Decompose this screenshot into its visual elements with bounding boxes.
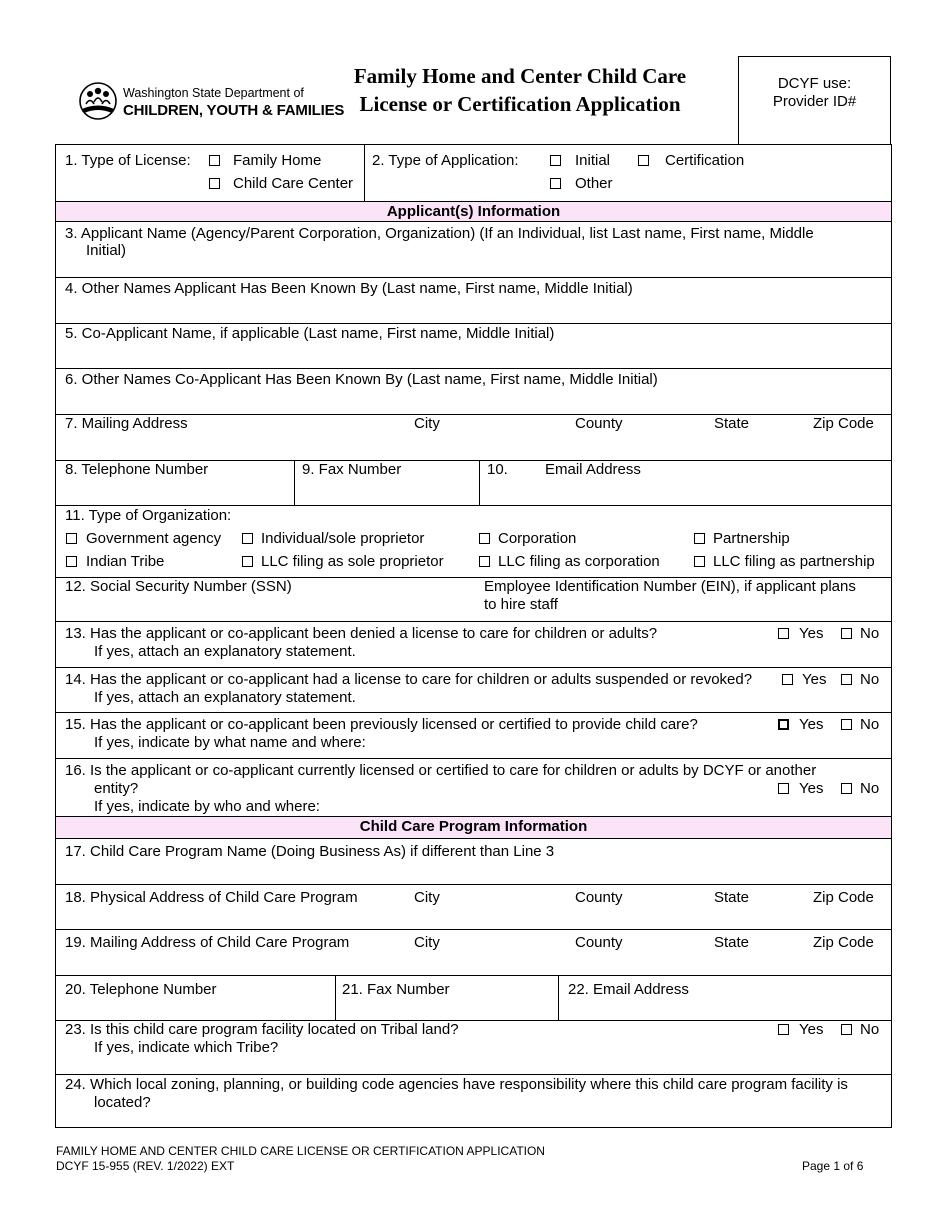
yes-label: Yes bbox=[799, 716, 824, 733]
other-label: Other bbox=[575, 175, 613, 192]
county-label: County bbox=[575, 934, 623, 951]
zoning-agencies-question: 24. Which local zoning, planning, or building code agencies have responsibility where this child care program facility is bbox=[65, 1076, 848, 1093]
child-care-center-checkbox[interactable] bbox=[209, 178, 220, 189]
other-names-applicant-field[interactable] bbox=[56, 278, 891, 324]
zip-code-label: Zip Code bbox=[813, 415, 874, 432]
logo-line1: Washington State Department of bbox=[123, 86, 304, 100]
tribal-land-row bbox=[56, 1021, 891, 1075]
divider bbox=[335, 976, 336, 1020]
zip-code-label: Zip Code bbox=[813, 934, 874, 951]
program-email-label[interactable]: 22. Email Address bbox=[568, 981, 689, 998]
physical-address-field[interactable] bbox=[56, 885, 891, 930]
program-info-header: Child Care Program Information bbox=[56, 817, 891, 839]
llc-partnership-checkbox[interactable] bbox=[694, 556, 705, 567]
child-care-center-label: Child Care Center bbox=[233, 175, 354, 192]
license-application-type-row bbox=[56, 145, 891, 202]
program-mailing-address-field[interactable] bbox=[56, 930, 891, 976]
tribal-land-question: 23. Is this child care program facility located on Tribal land? bbox=[65, 1021, 459, 1038]
previously-licensed-question: 15. Has the applicant or co-applicant been previously licensed or certified to provide child care? bbox=[65, 716, 698, 733]
dcyf-use-label: DCYF use: bbox=[777, 75, 852, 92]
certification-checkbox[interactable] bbox=[638, 155, 649, 166]
denied-license-row bbox=[56, 622, 891, 668]
application-form bbox=[55, 144, 892, 1128]
tribal-land-note: If yes, indicate which Tribe? bbox=[94, 1039, 279, 1056]
denied-no-checkbox[interactable] bbox=[841, 628, 852, 639]
currently-licensed-question-cont: entity? bbox=[94, 780, 139, 797]
denied-license-note: If yes, attach an explanatory statement. bbox=[94, 643, 356, 660]
dcyf-use-box[interactable] bbox=[738, 56, 891, 144]
tribal-yes-checkbox[interactable] bbox=[778, 1024, 789, 1035]
organization-type-label: 11. Type of Organization: bbox=[65, 507, 232, 524]
denied-license-question: 13. Has the applicant or co-applicant been denied a license to care for children or adults? bbox=[65, 625, 658, 642]
divider bbox=[479, 461, 480, 505]
applicant-name-label-cont: Initial) bbox=[86, 242, 127, 259]
physical-address-label: 18. Physical Address of Child Care Program bbox=[65, 889, 358, 906]
indian-tribe-label: Indian Tribe bbox=[86, 553, 165, 570]
city-label: City bbox=[414, 889, 440, 906]
email-number: 10. bbox=[487, 461, 508, 478]
program-telephone-label[interactable]: 20. Telephone Number bbox=[65, 981, 217, 998]
mailing-address-field[interactable] bbox=[56, 415, 891, 461]
provider-id-label: Provider ID# bbox=[772, 93, 857, 110]
suspended-no-checkbox[interactable] bbox=[841, 674, 852, 685]
other-names-co-applicant-label: 6. Other Names Co-Applicant Has Been Known By (Last name, First name, Middle Initial) bbox=[65, 371, 658, 388]
suspended-yes-checkbox[interactable] bbox=[782, 674, 793, 685]
state-label: State bbox=[714, 934, 750, 951]
divider bbox=[558, 976, 559, 1020]
footer bbox=[56, 1144, 545, 1174]
suspended-license-note: If yes, attach an explanatory statement. bbox=[94, 689, 356, 706]
organization-type-row bbox=[56, 506, 891, 578]
llc-corporation-checkbox[interactable] bbox=[479, 556, 490, 567]
tribal-no-checkbox[interactable] bbox=[841, 1024, 852, 1035]
corporation-checkbox[interactable] bbox=[479, 533, 490, 544]
other-checkbox[interactable] bbox=[550, 178, 561, 189]
previously-yes-checkbox[interactable] bbox=[778, 719, 789, 730]
program-mailing-address-label: 19. Mailing Address of Child Care Program bbox=[65, 934, 350, 951]
applicant-name-label: 3. Applicant Name (Agency/Parent Corporation, Organization) (If an Individual, list Last name, First name, Middle bbox=[65, 225, 814, 242]
page-number: Page 1 of 6 bbox=[802, 1159, 864, 1173]
currently-licensed-row bbox=[56, 759, 891, 817]
no-label: No bbox=[860, 1021, 880, 1038]
city-label: City bbox=[414, 415, 440, 432]
yes-label: Yes bbox=[799, 780, 824, 797]
partnership-checkbox[interactable] bbox=[694, 533, 705, 544]
county-label: County bbox=[575, 889, 623, 906]
applicant-info-header: Applicant(s) Information bbox=[56, 202, 891, 222]
suspended-license-question: 14. Has the applicant or co-applicant had a license to care for children or adults suspended or revoked? bbox=[65, 671, 753, 688]
title-line1: Family Home and Center Child Care bbox=[353, 64, 687, 88]
form-title bbox=[335, 62, 705, 118]
telephone-label[interactable]: 8. Telephone Number bbox=[65, 461, 209, 478]
yes-label: Yes bbox=[799, 1021, 824, 1038]
no-label: No bbox=[860, 780, 880, 797]
no-label: No bbox=[860, 716, 880, 733]
llc-sole-proprietor-label: LLC filing as sole proprietor bbox=[261, 553, 444, 570]
suspended-license-row bbox=[56, 668, 891, 713]
partnership-label: Partnership bbox=[713, 530, 790, 547]
initial-label: Initial bbox=[575, 152, 611, 169]
individual-proprietor-label: Individual/sole proprietor bbox=[261, 530, 425, 547]
program-fax-label[interactable]: 21. Fax Number bbox=[342, 981, 450, 998]
currently-licensed-question: 16. Is the applicant or co-applicant currently licensed or certified to care for children or adults by DCYF or another bbox=[65, 762, 817, 779]
individual-proprietor-checkbox[interactable] bbox=[242, 533, 253, 544]
llc-corporation-label: LLC filing as corporation bbox=[498, 553, 660, 570]
no-label: No bbox=[860, 625, 880, 642]
state-label: State bbox=[714, 415, 750, 432]
divider bbox=[294, 461, 295, 505]
ein-label: Employee Identification Number (EIN), if applicant plans bbox=[484, 578, 856, 595]
logo-line2: CHILDREN, YOUTH & FAMILIES bbox=[123, 102, 345, 119]
ein-label-cont: to hire staff bbox=[484, 596, 558, 613]
zoning-agencies-field[interactable] bbox=[56, 1075, 891, 1127]
footer-form-number: DCYF 15-955 (REV. 1/2022) EXT bbox=[56, 1159, 235, 1173]
llc-partnership-label: LLC filing as partnership bbox=[713, 553, 875, 570]
contact-row bbox=[56, 461, 891, 506]
fax-label[interactable]: 9. Fax Number bbox=[302, 461, 402, 478]
currently-licensed-note: If yes, indicate by who and where: bbox=[94, 798, 320, 815]
family-emblem-icon bbox=[78, 80, 118, 124]
government-agency-label: Government agency bbox=[86, 530, 222, 547]
other-names-applicant-label: 4. Other Names Applicant Has Been Known By (Last name, First name, Middle Initial) bbox=[65, 280, 633, 297]
no-label: No bbox=[860, 671, 880, 688]
llc-sole-proprietor-checkbox[interactable] bbox=[242, 556, 253, 567]
other-names-co-applicant-field[interactable] bbox=[56, 369, 891, 415]
type-of-application-label: 2. Type of Application: bbox=[372, 152, 519, 169]
yes-label: Yes bbox=[799, 625, 824, 642]
mailing-address-label: 7. Mailing Address bbox=[65, 415, 188, 432]
previously-no-checkbox[interactable] bbox=[841, 719, 852, 730]
currently-yes-checkbox[interactable] bbox=[778, 783, 789, 794]
corporation-label: Corporation bbox=[498, 530, 577, 547]
program-contact-row bbox=[56, 976, 891, 1021]
dcyf-logo bbox=[78, 80, 345, 124]
indian-tribe-checkbox[interactable] bbox=[66, 556, 77, 567]
family-home-label: Family Home bbox=[233, 152, 322, 169]
footer-form-title: FAMILY HOME AND CENTER CHILD CARE LICENSE OR CERTIFICATION APPLICATION bbox=[56, 1144, 545, 1158]
currently-no-checkbox[interactable] bbox=[841, 783, 852, 794]
county-label: County bbox=[575, 415, 623, 432]
title-line2: License or Certification Application bbox=[359, 92, 681, 116]
co-applicant-name-label: 5. Co-Applicant Name, if applicable (Last name, First name, Middle Initial) bbox=[65, 325, 555, 342]
state-label: State bbox=[714, 889, 750, 906]
divider bbox=[364, 145, 365, 201]
ssn-ein-row[interactable] bbox=[56, 578, 891, 622]
zip-code-label: Zip Code bbox=[813, 889, 874, 906]
initial-checkbox[interactable] bbox=[550, 155, 561, 166]
applicant-name-field[interactable] bbox=[56, 222, 891, 278]
certification-label: Certification bbox=[665, 152, 745, 169]
previously-licensed-row bbox=[56, 713, 891, 759]
email-label[interactable]: Email Address bbox=[545, 461, 641, 478]
family-home-checkbox[interactable] bbox=[209, 155, 220, 166]
program-name-field[interactable] bbox=[56, 839, 891, 885]
city-label: City bbox=[414, 934, 440, 951]
previously-licensed-note: If yes, indicate by what name and where: bbox=[94, 734, 366, 751]
program-name-label: 17. Child Care Program Name (Doing Business As) if different than Line 3 bbox=[65, 843, 555, 860]
type-of-license-label: 1. Type of License: bbox=[65, 152, 191, 169]
yes-label: Yes bbox=[802, 671, 827, 688]
denied-yes-checkbox[interactable] bbox=[778, 628, 789, 639]
zoning-agencies-question-cont: located? bbox=[94, 1094, 151, 1111]
co-applicant-name-field[interactable] bbox=[56, 324, 891, 369]
government-agency-checkbox[interactable] bbox=[66, 533, 77, 544]
ssn-label: 12. Social Security Number (SSN) bbox=[65, 578, 292, 595]
